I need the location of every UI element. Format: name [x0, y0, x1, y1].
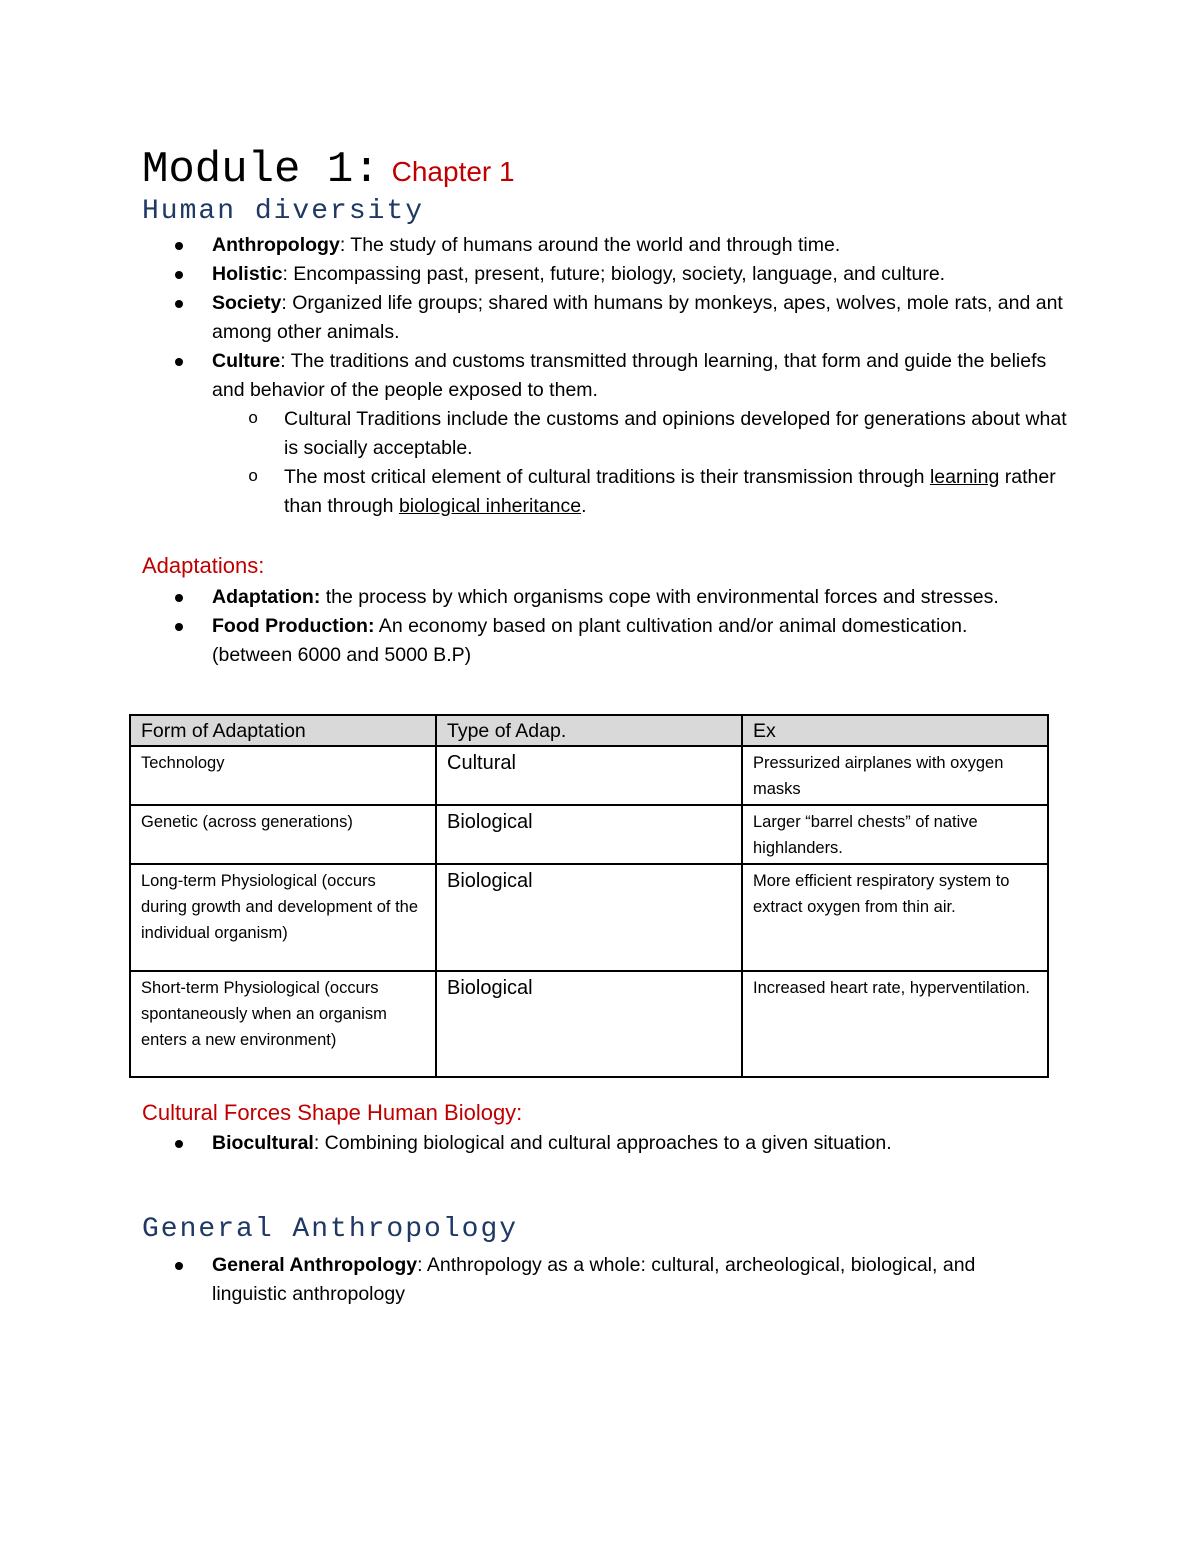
definition: : Encompassing past, present, future; biology, society, language, and culture. [282, 263, 946, 285]
table-cell-type: Cultural [436, 746, 742, 805]
table-cell-form: Short-term Physiological (occurs spontaneously when an organism enters a new environment) [130, 971, 436, 1077]
page-title [142, 140, 515, 202]
chapter-label: Chapter 1 [391, 156, 515, 187]
section-heading-human-diversity: Human diversity [142, 196, 425, 227]
section-heading-general-anthropology: General Anthropology [142, 1214, 519, 1245]
bullet-icon [175, 271, 183, 279]
definition: : Combining biological and cultural approaches to a given situation. [313, 1132, 892, 1154]
term: General Anthropology [212, 1254, 418, 1276]
bullet-icon [175, 242, 183, 250]
circle-bullet-icon: o [248, 468, 259, 487]
culture-sub-list [212, 405, 1070, 521]
term: Culture [212, 350, 281, 372]
list-item [170, 347, 1070, 521]
table-cell-example: Pressurized airplanes with oxygen masks [742, 746, 1048, 805]
term: Biocultural [212, 1132, 314, 1154]
sub-item-text: Cultural Traditions include the customs and opinions developed for generations about what is socially acceptable. [284, 408, 1067, 459]
table-cell-form: Long-term Physiological (occurs during growth and development of the individual organism) [130, 864, 436, 971]
table-row [130, 805, 1048, 864]
table-row [130, 864, 1048, 971]
human-diversity-list [170, 231, 1070, 521]
module-label: Module 1: [142, 145, 380, 195]
sub-list-item [212, 405, 1070, 463]
term: Holistic [212, 263, 283, 285]
list-item [170, 1251, 1050, 1309]
bullet-icon [175, 623, 183, 631]
general-anthropology-list [170, 1251, 1050, 1309]
term: Anthropology [212, 234, 340, 256]
table-cell-example: More efficient respiratory system to extract oxygen from thin air. [742, 864, 1048, 971]
list-item [170, 289, 1070, 347]
definition: : The traditions and customs transmitted through learning, that form and guide the beliefs and behavior of the people exposed to them. [212, 350, 1047, 401]
definition: : The study of humans around the world and through time. [339, 234, 841, 256]
bullet-icon [175, 300, 183, 308]
list-item [170, 231, 1070, 260]
list-item [170, 612, 1050, 670]
underlined-term-learning: learning [929, 466, 1000, 488]
term: Food Production: [212, 615, 375, 637]
definition: : Organized life groups; shared with humans by monkeys, apes, wolves, mole rats, and ant among other animals. [212, 292, 1063, 343]
table-cell-type: Biological [436, 971, 742, 1077]
column-header-example: Ex [742, 715, 1048, 746]
bullet-icon [175, 1140, 183, 1148]
list-item [170, 583, 1050, 612]
table-row [130, 746, 1048, 805]
table-cell-example: Larger “barrel chests” of native highlanders. [742, 805, 1048, 864]
table-cell-form: Genetic (across generations) [130, 805, 436, 864]
sub-item-text: . [581, 495, 587, 517]
cultural-forces-list [170, 1129, 1070, 1158]
section-heading-cultural-forces: Cultural Forces Shape Human Biology: [142, 1100, 523, 1125]
section-heading-adaptations: Adaptations: [142, 553, 265, 578]
definition: the process by which organisms cope with environmental forces and stresses. [320, 586, 999, 608]
sub-list-item [212, 463, 1070, 521]
underlined-term-biological-inheritance: biological inheritance [398, 495, 582, 517]
bullet-icon [175, 1262, 183, 1270]
table-cell-form: Technology [130, 746, 436, 805]
table-cell-type: Biological [436, 805, 742, 864]
list-item [170, 1129, 1070, 1158]
term: Society [212, 292, 282, 314]
bullet-icon [175, 594, 183, 602]
term: Adaptation: [212, 586, 321, 608]
table-row [130, 971, 1048, 1077]
adaptations-list [170, 583, 1050, 670]
sub-item-text: rather than through [284, 466, 1056, 517]
table-header-row [130, 715, 1048, 746]
column-header-form: Form of Adaptation [130, 715, 436, 746]
bullet-icon [175, 358, 183, 366]
table-cell-example: Increased heart rate, hyperventilation. [742, 971, 1048, 1077]
definition: : Anthropology as a whole: cultural, archeological, biological, and linguistic anthropology [212, 1254, 976, 1305]
sub-item-text: The most critical element of cultural traditions is their transmission through [284, 466, 930, 488]
list-item [170, 260, 1070, 289]
column-header-type: Type of Adap. [436, 715, 742, 746]
adaptation-table [129, 714, 1049, 1078]
table-cell-type: Biological [436, 864, 742, 971]
circle-bullet-icon: o [248, 410, 259, 429]
definition: An economy based on plant cultivation and/or animal domestication. (between 6000 and 5000 B.P) [212, 615, 968, 666]
